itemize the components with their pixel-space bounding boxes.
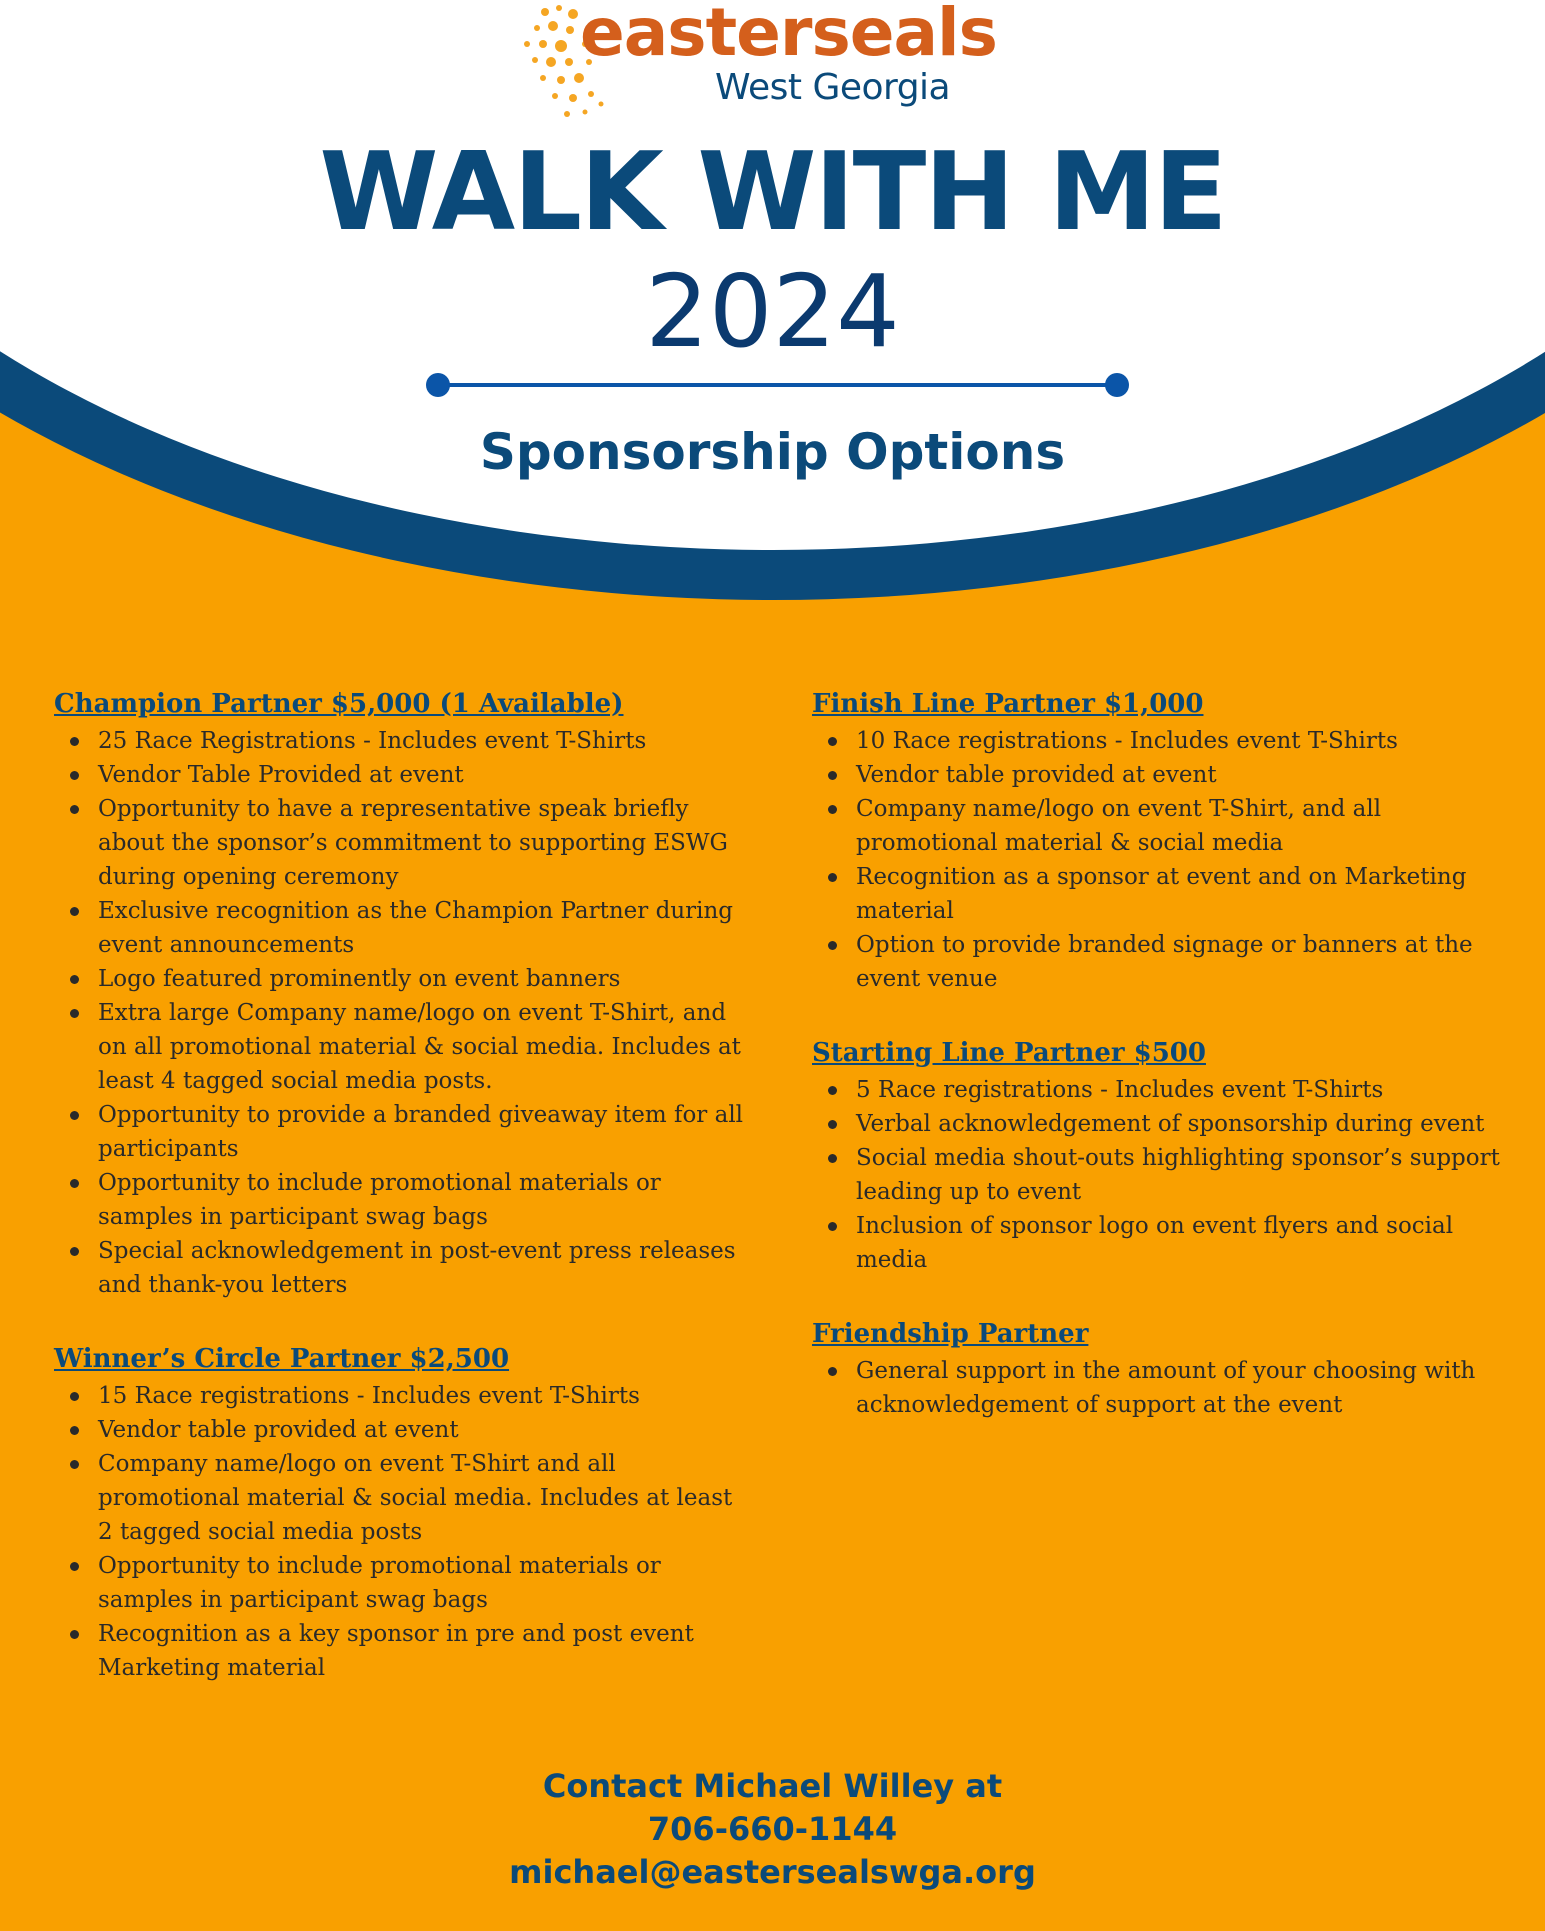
- tier-friendship: [812, 1314, 1512, 1422]
- list-item: Company name/logo on event T-Shirt and all promotional material & social media. Includes at least 2 tagged social media posts: [98, 1447, 754, 1549]
- tier-finish-line: [812, 684, 1512, 996]
- tier-starting-line: [812, 1033, 1512, 1277]
- page-title: WALK WITH ME: [319, 130, 1226, 255]
- list-item: Exclusive recognition as the Champion Partner during event announcements: [98, 894, 754, 962]
- list-item: Vendor table provided at event: [98, 1413, 754, 1447]
- contact-line: Contact Michael Willey at: [542, 1767, 1003, 1805]
- list-item: 10 Race registrations - Includes event T-Shirts: [856, 724, 1512, 758]
- list-item: Option to provide branded signage or banners at the event venue: [856, 928, 1512, 996]
- list-item: Recognition as a sponsor at event and on Marketing material: [856, 860, 1512, 928]
- list-item: Company name/logo on event T-Shirt, and all promotional material & social media: [856, 792, 1512, 860]
- page-subtitle: Sponsorship Options: [479, 423, 1066, 481]
- logo-region: West Georgia: [715, 67, 951, 108]
- list-item: Recognition as a key sponsor in pre and post event Marketing material: [98, 1617, 754, 1685]
- list-item: 5 Race registrations - Includes event T-Shirts: [856, 1073, 1512, 1107]
- list-item: Verbal acknowledgement of sponsorship during event: [856, 1107, 1512, 1141]
- list-item: Opportunity to include promotional materials or samples in participant swag bags: [98, 1166, 754, 1234]
- list-item: Special acknowledgement in post-event press releases and thank-you letters: [98, 1234, 754, 1302]
- tiers-column-right: [812, 684, 1512, 1459]
- list-item: 15 Race registrations - Includes event T-Shirts: [98, 1379, 754, 1413]
- list-item: Opportunity to include promotional materials or samples in participant swag bags: [98, 1549, 754, 1617]
- benefit-list: [54, 1379, 754, 1685]
- title-divider: [425, 372, 1130, 398]
- list-item: Logo featured prominently on event banners: [98, 962, 754, 996]
- contact-block: [0, 1765, 1545, 1894]
- benefit-list: [54, 724, 754, 1302]
- list-item: Vendor Table Provided at event: [98, 758, 754, 792]
- tier-heading: Champion Partner $5,000 (1 Available): [54, 689, 624, 719]
- list-item: Vendor table provided at event: [856, 758, 1512, 792]
- easterseals-logo: [515, 0, 995, 125]
- list-item: Opportunity to have a representative speak briefly about the sponsor’s commitment to supporting ESWG during opening ceremony: [98, 792, 754, 894]
- event-year: 2024: [645, 253, 900, 370]
- tier-heading: Finish Line Partner $1,000: [812, 689, 1204, 719]
- list-item: Inclusion of sponsor logo on event flyers and social media: [856, 1209, 1512, 1277]
- contact-phone: 706-660-1144: [647, 1810, 898, 1848]
- list-item: 25 Race Registrations - Includes event T-Shirts: [98, 724, 754, 758]
- list-item: Opportunity to provide a branded giveaway item for all participants: [98, 1098, 754, 1166]
- list-item: Social media shout-outs highlighting sponsor’s support leading up to event: [856, 1141, 1512, 1209]
- contact-email: michael@eastersealswga.org: [509, 1853, 1036, 1891]
- benefit-list: [812, 724, 1512, 996]
- tier-heading: Starting Line Partner $500: [812, 1038, 1206, 1068]
- tiers-column-left: [54, 684, 754, 1722]
- benefit-list: [812, 1073, 1512, 1277]
- logo-wordmark: easterseals: [580, 0, 997, 71]
- list-item: Extra large Company name/logo on event T-Shirt, and on all promotional material & social media. Includes at least 4 tagged social media posts.: [98, 996, 754, 1098]
- tier-champion: [54, 684, 754, 1302]
- tier-heading: Winner’s Circle Partner $2,500: [54, 1344, 510, 1374]
- tier-winners-circle: [54, 1339, 754, 1685]
- list-item: General support in the amount of your choosing with acknowledgement of support at the event: [856, 1354, 1512, 1422]
- benefit-list: [812, 1354, 1512, 1422]
- tier-heading: Friendship Partner: [812, 1319, 1089, 1349]
